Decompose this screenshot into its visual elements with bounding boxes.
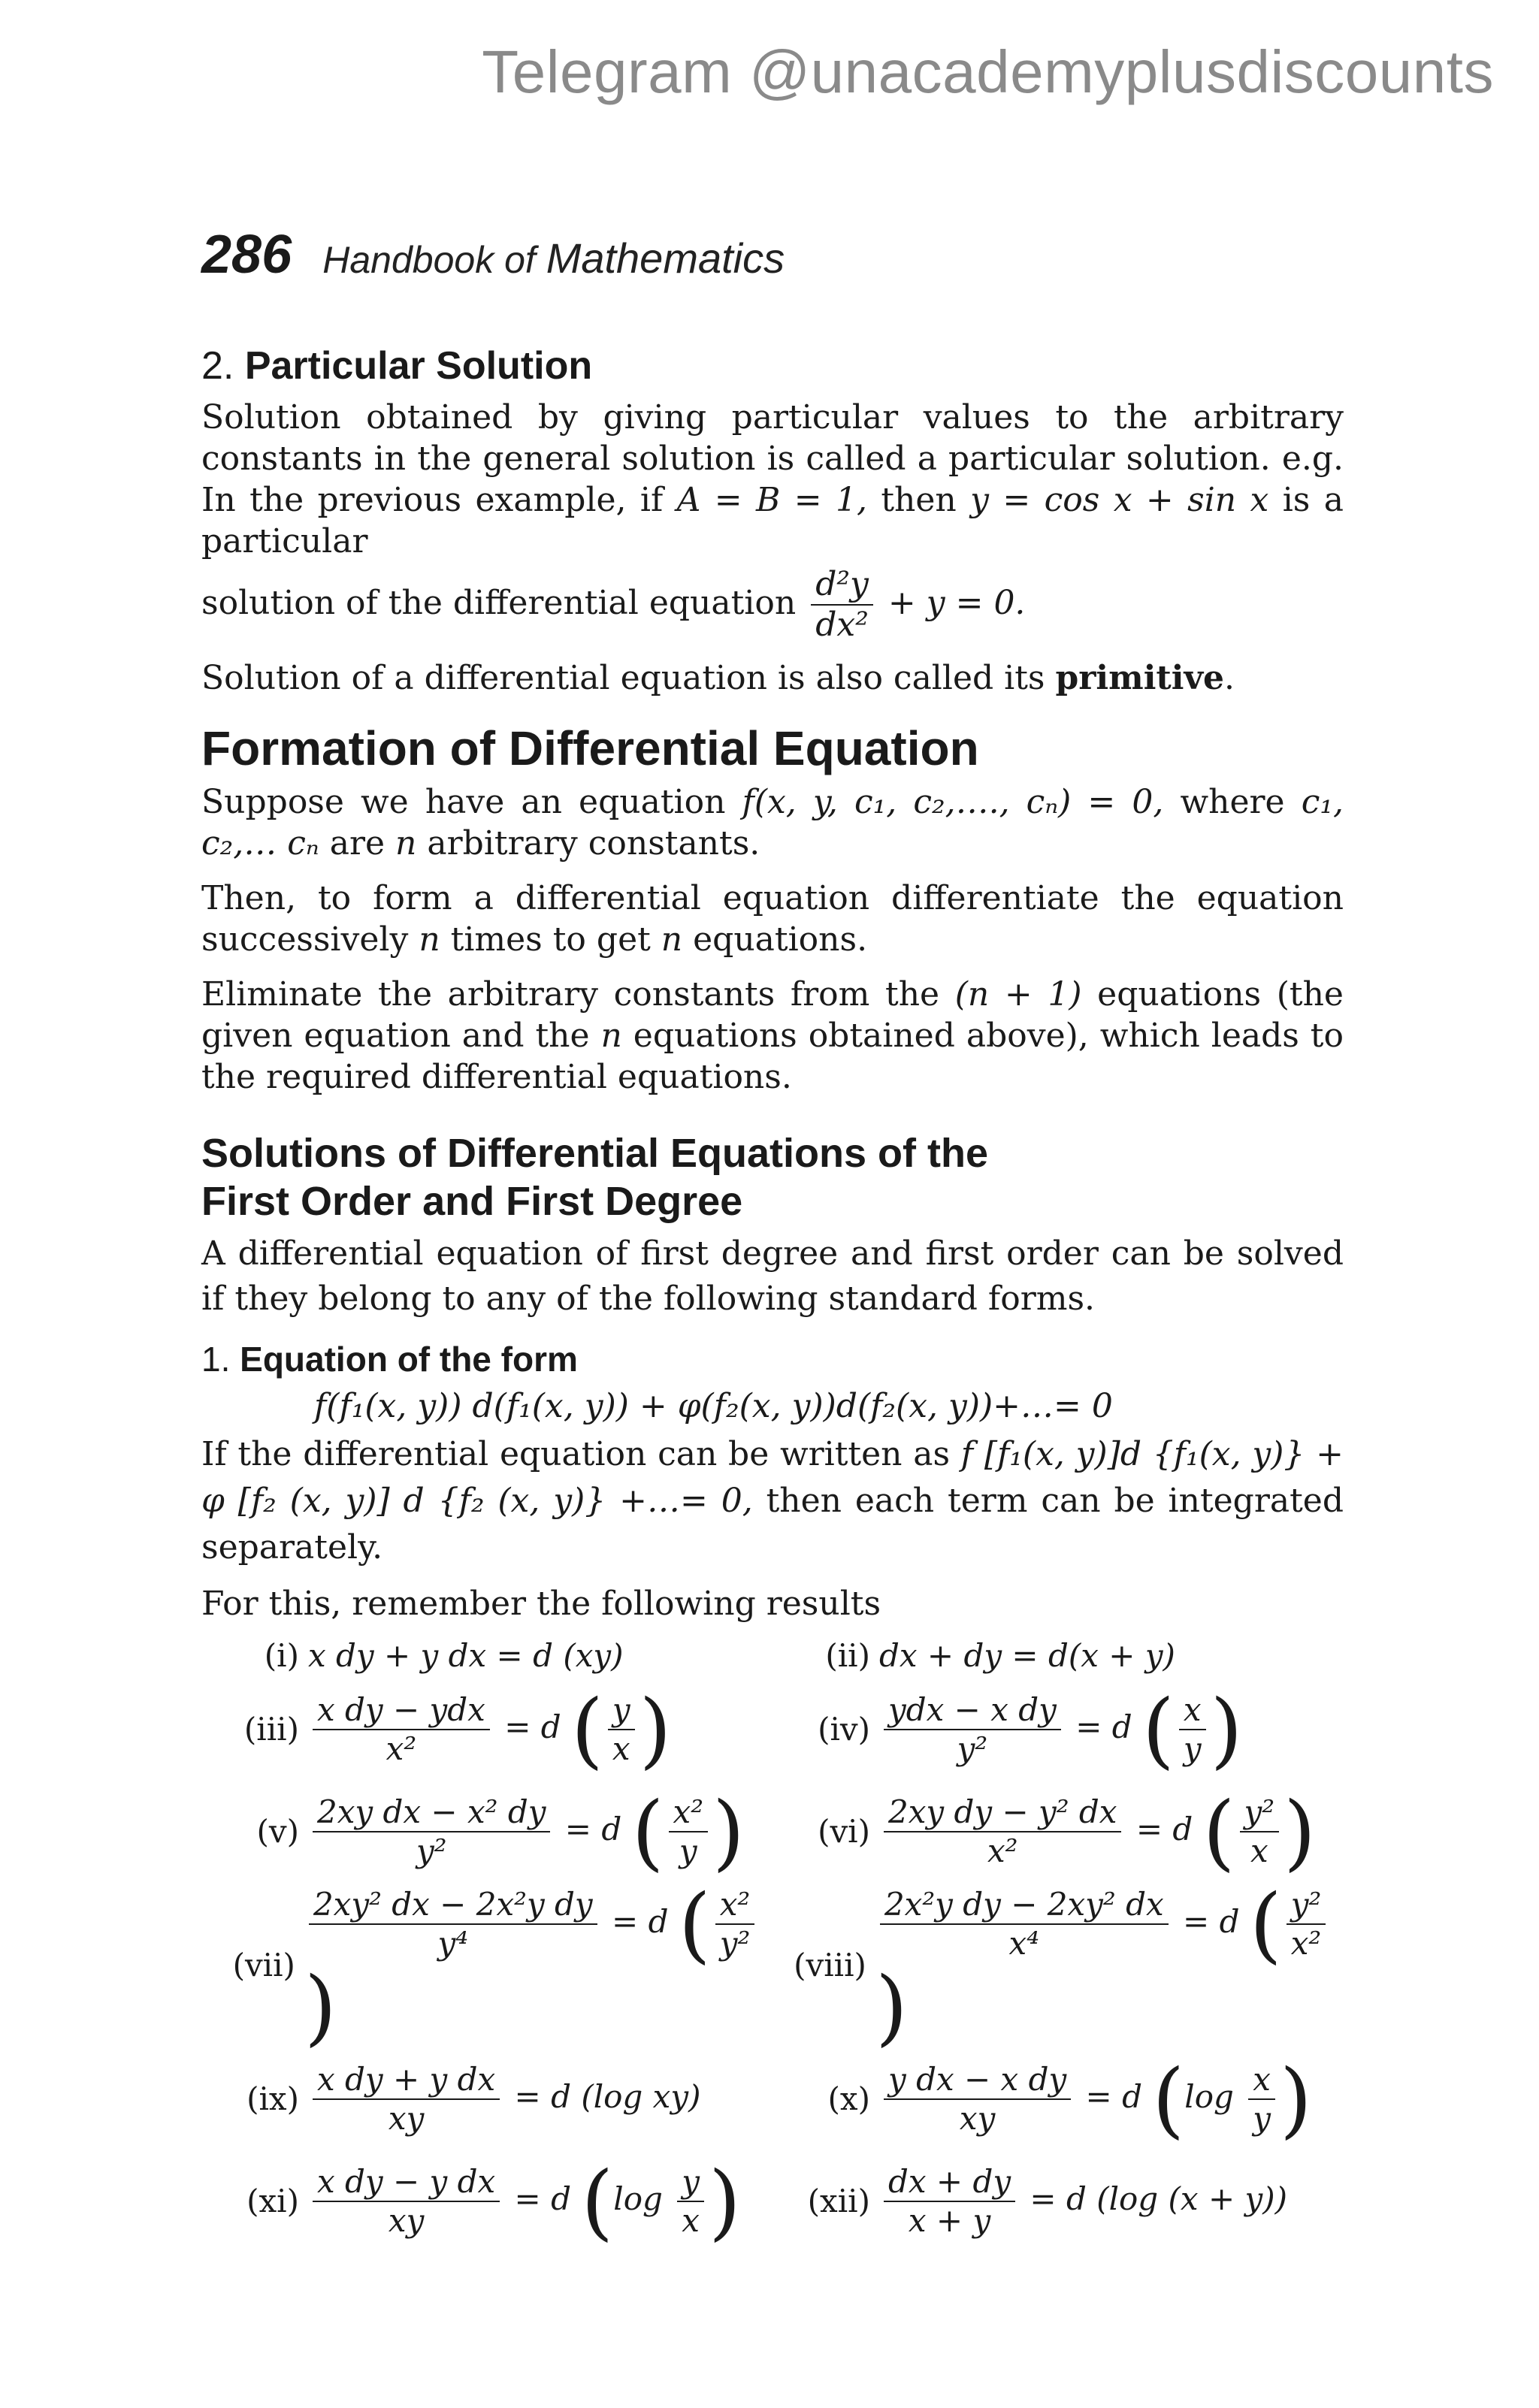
result-rhs: = d (log xy)	[504, 2077, 701, 2115]
integrable-paragraph	[201, 1431, 1344, 1571]
right-paren: )	[875, 1958, 908, 2055]
text: Eliminate the arbitrary constants from the	[201, 974, 940, 1014]
result-item	[773, 1875, 1344, 2055]
text: equations obtained above), which leads to the required differential equations.	[201, 1016, 1344, 1096]
fraction-numerator: x	[1179, 1693, 1206, 1730]
fraction-numerator: ydx − x dy	[884, 1693, 1061, 1730]
math: n	[395, 823, 417, 863]
math: n	[661, 920, 683, 959]
result-item	[773, 1783, 1344, 1880]
result-expression	[879, 2162, 1288, 2239]
result-label: (xii)	[807, 2183, 870, 2220]
fraction-denominator: y	[679, 1832, 697, 1869]
fraction-numerator: x²	[715, 1887, 755, 1925]
result-fraction	[884, 1795, 1121, 1869]
running-head	[201, 224, 785, 286]
log-text: log	[613, 2180, 673, 2217]
fraction-denominator: y²	[416, 1832, 447, 1869]
result-label: (vii)	[232, 1947, 295, 1984]
fraction-denominator: x	[682, 2201, 700, 2239]
fraction-denominator: y	[1253, 2099, 1271, 2137]
result-fraction	[309, 1887, 597, 1961]
remember-paragraph: For this, remember the following results	[201, 1584, 881, 1623]
log-text: log	[1184, 2077, 1244, 2115]
result-item	[201, 1783, 773, 1880]
math: c₁, c₂,… cₙ	[201, 782, 1344, 863]
right-paren: )	[1284, 1783, 1317, 1880]
text: where	[1180, 782, 1285, 821]
left-paren: (	[1249, 1875, 1282, 1972]
inner-fraction	[669, 1795, 709, 1869]
fraction-numerator: x dy − y dx	[313, 2165, 500, 2202]
left-paren: (	[1202, 1783, 1235, 1880]
left-paren: (	[570, 1681, 603, 1778]
text: then	[881, 481, 957, 519]
inner-fraction	[1179, 1690, 1206, 1767]
result-fraction	[313, 2162, 500, 2239]
inner-fraction	[1248, 2062, 1275, 2136]
result-expression	[879, 2050, 1312, 2147]
result-item	[773, 1681, 1344, 1778]
formation-heading: Formation of Differential Equation	[201, 721, 979, 775]
results-row	[201, 1875, 1344, 2055]
particular-solution-heading	[201, 343, 1344, 389]
result-label: (ix)	[246, 2080, 299, 2118]
result-item	[201, 2153, 773, 2249]
result-label: (x)	[827, 2080, 870, 2118]
result-equals: = d	[601, 1902, 679, 1940]
book-title-main: Mathematics	[546, 234, 785, 282]
section-title: Particular Solution	[244, 344, 593, 388]
result-label: (vi)	[818, 1813, 870, 1851]
math: n	[600, 1016, 622, 1055]
fraction-numerator: 2xy dy − y² dx	[884, 1795, 1121, 1832]
result-equals: = d	[555, 1810, 632, 1848]
text: times to get	[450, 920, 651, 959]
math: y = cos x + sin x	[970, 481, 1269, 519]
fraction-numerator: x dy + y dx	[313, 2062, 500, 2100]
fraction-denominator: x	[612, 1730, 630, 1767]
math: f [f₁(x, y)]d {f₁(x, y)} + φ [f₂ (x, y)] d {f₂ (x, y)} +…= 0,	[201, 1434, 1344, 1520]
left-paren: (	[1141, 1681, 1175, 1778]
fraction-numerator: 2xy² dx − 2x²y dy	[309, 1887, 597, 1925]
text: Solution obtained by giving particular values to the arbitrary constants in the general solution is called a particular solution. e.g. In the previous example, if	[201, 398, 1344, 519]
result-fraction	[880, 1887, 1169, 1961]
result-label: (i)	[264, 1637, 299, 1675]
result-item	[773, 2050, 1344, 2147]
result-expression	[879, 1783, 1317, 1880]
fraction-numerator: d²y	[811, 566, 873, 606]
fraction-denominator: xy	[388, 2201, 425, 2239]
fraction-numerator: x dy − ydx	[313, 1693, 490, 1730]
formation-paragraph-1	[201, 781, 1344, 864]
results-row	[201, 1633, 1344, 1678]
math: f(x, y, c₁, c₂,…., cₙ) = 0,	[742, 782, 1164, 821]
result-expression	[308, 2062, 700, 2136]
fraction-numerator: x	[1248, 2062, 1275, 2100]
result-expression	[879, 1681, 1243, 1778]
result-expression	[875, 1875, 1344, 2055]
text: then each term can be integrated separately.	[201, 1481, 1344, 1567]
item-title: Equation of the form	[240, 1339, 578, 1379]
result-expression	[308, 1681, 672, 1778]
fraction-numerator: y	[677, 2165, 704, 2202]
inner-fraction	[1287, 1887, 1326, 1961]
results-row	[201, 1781, 1344, 1883]
particular-paragraph-2	[201, 657, 1344, 699]
page-number: 286	[201, 225, 292, 285]
formation-paragraph-2	[201, 878, 1344, 960]
particular-paragraph-1	[201, 397, 1344, 562]
result-label: (ii)	[825, 1637, 870, 1675]
result-fraction	[313, 1795, 550, 1869]
left-paren: (	[1152, 2050, 1185, 2147]
fraction-numerator: 2x²y dy − 2xy² dx	[880, 1887, 1169, 1925]
solutions-intro: A differential equation of first degree and first order can be solved if they belong to any of the following standard forms.	[201, 1234, 1344, 1318]
section-number: 2.	[201, 344, 234, 388]
result-item	[201, 2062, 773, 2136]
result-item	[201, 1637, 773, 1674]
fraction-denominator: x²	[1290, 1924, 1322, 1962]
result-expression: dx + dy = d(x + y)	[879, 1637, 1175, 1675]
fraction-denominator: x	[1250, 1832, 1268, 1869]
result-equals: = d	[494, 1708, 571, 1745]
result-equals: = d	[1075, 2077, 1153, 2115]
result-equals: = d	[1172, 1902, 1250, 1940]
result-label: (v)	[256, 1813, 299, 1851]
right-paren: )	[708, 2153, 741, 2249]
fraction-denominator: y²	[719, 1924, 751, 1962]
fraction-denominator: y	[1183, 1730, 1202, 1767]
fraction-numerator: y²	[1287, 1887, 1326, 1925]
results-row	[201, 1678, 1344, 1781]
left-paren: (	[631, 1783, 664, 1880]
result-fraction	[884, 1690, 1061, 1767]
fraction-numerator: 2xy dx − x² dy	[313, 1795, 550, 1832]
result-expression	[308, 1783, 745, 1880]
text: Suppose we have an equation	[201, 782, 726, 821]
text: solution of the differential equation	[201, 583, 797, 622]
right-paren: )	[1279, 2050, 1312, 2147]
result-item	[201, 1681, 773, 1778]
result-equals: = d	[1126, 1810, 1203, 1848]
right-paren: )	[1210, 1681, 1243, 1778]
fraction-denominator: x²	[987, 1832, 1018, 1869]
text: are	[329, 823, 386, 863]
result-item	[773, 1637, 1344, 1674]
results-fraction-rows	[201, 1678, 1344, 2252]
result-item	[201, 1875, 773, 2055]
text: equations.	[693, 920, 868, 959]
bold-term: primitive	[1055, 658, 1225, 697]
inner-fraction	[677, 2162, 704, 2239]
watermark: Telegram @unacademyplusdiscounts	[482, 38, 1494, 105]
result-label: (iv)	[818, 1711, 870, 1748]
fraction-denominator: x + y	[908, 2201, 991, 2239]
text: If the differential equation can be written as	[201, 1434, 951, 1473]
solutions-heading	[201, 1129, 1344, 1225]
results-list	[201, 1633, 1344, 2252]
inner-fraction	[715, 1887, 755, 1961]
math: (n + 1)	[954, 974, 1082, 1014]
result-label: (xi)	[246, 2183, 299, 2220]
result-expression	[308, 2153, 741, 2249]
result-equals: = d	[1065, 1708, 1142, 1745]
result-label: (iii)	[243, 1711, 299, 1748]
second-derivative-fraction	[811, 566, 873, 644]
text: arbitrary constants.	[427, 823, 760, 863]
right-paren: )	[639, 1681, 672, 1778]
book-title-prefix: Handbook of	[322, 239, 536, 281]
text: Then, to form a differential equation differentiate the equation successively	[201, 878, 1344, 959]
fraction-denominator: xy	[388, 2099, 425, 2137]
formation-paragraph-3	[201, 974, 1344, 1098]
result-fraction	[884, 2062, 1071, 2136]
text: equations (the given equation and the	[201, 974, 1344, 1055]
fraction-denominator: y⁴	[437, 1924, 469, 1962]
inner-fraction	[1240, 1795, 1280, 1869]
results-row	[201, 2150, 1344, 2252]
results-row	[201, 2048, 1344, 2150]
right-paren: )	[304, 1958, 337, 2055]
fraction-numerator: y	[608, 1693, 635, 1730]
fraction-numerator: y²	[1240, 1795, 1280, 1832]
fraction-numerator: y dx − x dy	[884, 2062, 1071, 2100]
text: .	[1224, 658, 1235, 697]
result-item	[773, 2162, 1344, 2239]
fraction-numerator: x²	[669, 1795, 709, 1832]
left-paren: (	[581, 2153, 614, 2249]
result-equals: = d	[504, 2180, 582, 2217]
fraction-denominator: x²	[386, 1730, 417, 1767]
fraction-denominator: xy	[959, 2099, 996, 2137]
page-content	[201, 343, 1344, 2252]
item-number: 1.	[201, 1339, 231, 1379]
math: n	[419, 920, 440, 959]
fraction-denominator: x⁴	[1008, 1924, 1040, 1962]
result-expression: x dy + y dx = d (xy)	[308, 1637, 624, 1675]
result-label: (viii)	[794, 1947, 866, 1984]
fraction-denominator: dx²	[815, 606, 869, 645]
math: + y = 0.	[887, 583, 1026, 622]
result-expression	[304, 1875, 773, 2055]
inner-fraction	[608, 1690, 635, 1767]
left-paren: (	[678, 1875, 711, 1972]
standard-form-formula: f(f₁(x, y)) d(f₁(x, y)) + φ(f₂(x, y))d(f₂(x, y))+…= 0	[314, 1386, 1113, 1425]
fraction-numerator: dx + dy	[884, 2165, 1015, 2202]
book-title	[322, 234, 785, 282]
text: is a particular	[201, 481, 1344, 560]
right-paren: )	[712, 1783, 745, 1880]
math: A = B = 1,	[676, 481, 867, 519]
result-fraction	[313, 1690, 490, 1767]
heading-line-2: First Order and First Degree	[201, 1178, 743, 1224]
fraction-denominator: y²	[957, 1730, 988, 1767]
result-fraction	[884, 2162, 1015, 2239]
particular-paragraph-1-cont	[201, 566, 1344, 644]
equation-form-heading	[201, 1338, 1344, 1380]
heading-line-1: Solutions of Differential Equations of the	[201, 1130, 988, 1176]
result-fraction	[313, 2062, 500, 2136]
text: Solution of a differential equation is also called its	[201, 658, 1045, 697]
result-rhs: = d (log (x + y))	[1020, 2180, 1288, 2217]
